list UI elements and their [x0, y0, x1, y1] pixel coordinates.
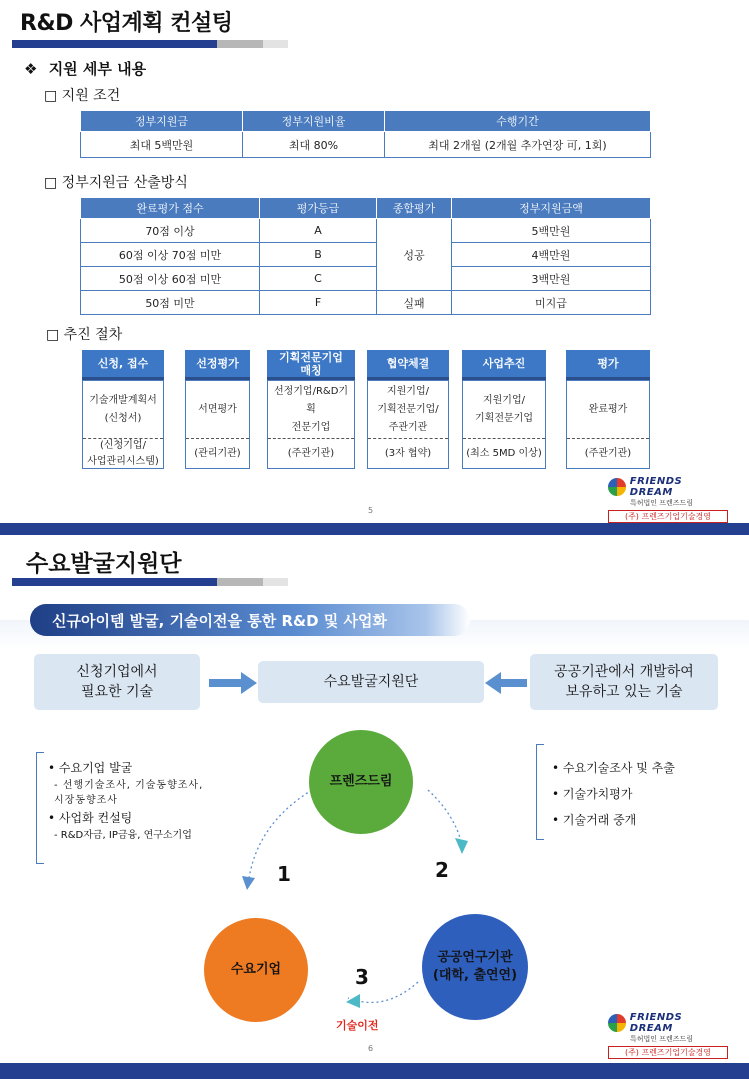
calc-grade-cell: C	[260, 267, 377, 291]
calc-grade-cell: F	[260, 291, 377, 315]
right-list	[552, 758, 732, 830]
calc-result-cell: 성공	[377, 219, 452, 291]
diamond-bullet-icon: ❖	[24, 60, 38, 78]
conditions-cell: 최대 2개월 (2개월 추가연장 可, 1회)	[385, 132, 651, 158]
company-logo	[608, 1012, 728, 1059]
title-underline-navy	[12, 578, 217, 586]
section-heading-text: 지원 세부 내용	[48, 60, 147, 78]
tech-transfer-label: 기술이전	[336, 1019, 379, 1032]
calc-score-cell: 50점 이상 60점 미만	[81, 267, 260, 291]
logo-name: FRIENDS DREAM	[629, 476, 683, 498]
bottom-bar	[0, 1063, 749, 1079]
step-owner: (관리기관)	[194, 447, 241, 459]
calc-grade-cell: B	[260, 243, 377, 267]
list-subitem: - R&D자금, IP금융, 연구소기업	[54, 830, 192, 841]
step-body	[267, 380, 355, 469]
right-arrow-icon	[205, 670, 260, 696]
left-arrow-icon	[481, 670, 531, 696]
step-owner: (최소 5MD 이상)	[466, 447, 542, 459]
calc-amount-cell: 미지급	[452, 291, 651, 315]
calc-amount-cell: 3백만원	[452, 267, 651, 291]
calc-score-cell: 60점 이상 70점 미만	[81, 243, 260, 267]
step-header: 평가	[566, 350, 650, 380]
logo-company: (주) 프렌즈기업기술경영	[608, 510, 728, 523]
calc-header: 종합평가	[377, 198, 452, 219]
step-content: 선정기업/R&D기획 전문기업	[268, 381, 354, 439]
center-box: 수요발굴지원단	[258, 661, 484, 703]
calc-result-cell: 실패	[377, 291, 452, 315]
list-item: • 수요기술조사 및 추출	[552, 761, 675, 775]
page-number: 5	[368, 506, 374, 515]
calc-amount-cell: 4백만원	[452, 243, 651, 267]
page-number: 6	[368, 1044, 374, 1053]
step-content: 지원기업/ 기획전문기업	[463, 381, 545, 439]
conditions-cell: 최대 80%	[243, 132, 385, 158]
left-bracket	[36, 752, 44, 864]
step-content: 완료평가	[567, 381, 649, 439]
step-body	[367, 380, 449, 469]
step-number-2: 2	[435, 858, 449, 882]
friends-dream-circle: 프렌즈드림	[309, 730, 413, 834]
step-owner: (주관기관)	[584, 447, 632, 459]
list-subitem: - 선행기술조사, 기술동향조사, 시장동향조사	[54, 780, 204, 806]
conditions-header: 수행기간	[385, 111, 651, 132]
calc-header: 평가등급	[260, 198, 377, 219]
logo-ball-icon	[608, 1014, 626, 1032]
arrowhead-icon	[346, 994, 360, 1008]
logo-subtitle: 특허법인 프렌즈드림	[630, 1035, 694, 1043]
calc-score-cell: 70점 이상	[81, 219, 260, 243]
step-header: 기획전문기업 매칭	[267, 350, 355, 380]
list-item: • 기술가치평가	[552, 787, 633, 801]
arrowhead-icon	[455, 838, 468, 854]
slide-divider	[0, 523, 749, 535]
logo-subtitle: 특허법인 프렌즈드림	[630, 499, 694, 507]
slide2-title: 수요발굴지원단	[26, 551, 182, 577]
logo-name: FRIENDS DREAM	[629, 1012, 683, 1034]
list-item: • 기술거래 중개	[552, 813, 637, 827]
title-underline-gray	[217, 40, 263, 48]
step-header: 선정평가	[185, 350, 250, 380]
calc-score-cell: 50점 미만	[81, 291, 260, 315]
calc-heading: □ 정부지원금 산출방식	[44, 175, 188, 191]
needs-box: 신청기업에서 필요한 기술	[34, 654, 200, 710]
arrowhead-icon	[242, 876, 255, 890]
company-logo	[608, 476, 728, 523]
title-underline-navy	[12, 40, 217, 48]
step-content: 서면평가	[186, 381, 249, 439]
step-content: 기술개발계획서 (신청서)	[83, 381, 163, 439]
conditions-heading: □ 지원 조건	[44, 88, 121, 104]
calc-table	[80, 197, 651, 315]
demand-company-circle: 수요기업	[204, 918, 308, 1022]
calc-grade-cell: A	[260, 219, 377, 243]
step-header: 사업추진	[462, 350, 546, 380]
step-number-1: 1	[277, 862, 291, 886]
logo-ball-icon	[608, 478, 626, 496]
step-body	[462, 380, 546, 469]
step-body	[566, 380, 650, 469]
step-owner: (신청기업/ 사업관리시스템)	[87, 439, 159, 467]
conditions-header: 정부지원금	[81, 111, 243, 132]
title-underline-light	[263, 578, 288, 586]
list-item: • 사업화 컨설팅	[48, 811, 133, 825]
section-heading	[24, 58, 146, 79]
title-underline-light	[263, 40, 288, 48]
list-item: • 수요기업 발굴	[48, 761, 133, 775]
logo-company: (주) 프렌즈기업기술경영	[608, 1046, 728, 1059]
calc-header: 완료평가 점수	[81, 198, 260, 219]
calc-amount-cell: 5백만원	[452, 219, 651, 243]
step-header: 협약체결	[367, 350, 449, 380]
step-body	[185, 380, 250, 469]
conditions-header: 정부지원비율	[243, 111, 385, 132]
calc-header: 정부지원금액	[452, 198, 651, 219]
conditions-table	[80, 110, 651, 158]
step-content: 지원기업/ 기획전문기업/ 주관기관	[368, 381, 448, 439]
step-owner: (3자 협약)	[384, 447, 432, 459]
public-institute-circle: 공공연구기관 (대학, 출연연)	[422, 914, 528, 1020]
slide1-title: R&D 사업계획 컨설팅	[20, 11, 233, 36]
step-number-3: 3	[355, 965, 369, 989]
conditions-cell: 최대 5백만원	[81, 132, 243, 158]
title-underline-gray	[217, 578, 263, 586]
procedure-heading: □ 추진 절차	[46, 327, 123, 343]
banner: 신규아이템 발굴, 기술이전을 통한 R&D 및 사업화	[30, 604, 470, 636]
tech-box: 공공기관에서 개발하여 보유하고 있는 기술	[530, 654, 718, 710]
step-owner: (주관기관)	[287, 447, 335, 459]
step-body	[82, 380, 164, 469]
step-header: 신청, 접수	[82, 350, 164, 380]
